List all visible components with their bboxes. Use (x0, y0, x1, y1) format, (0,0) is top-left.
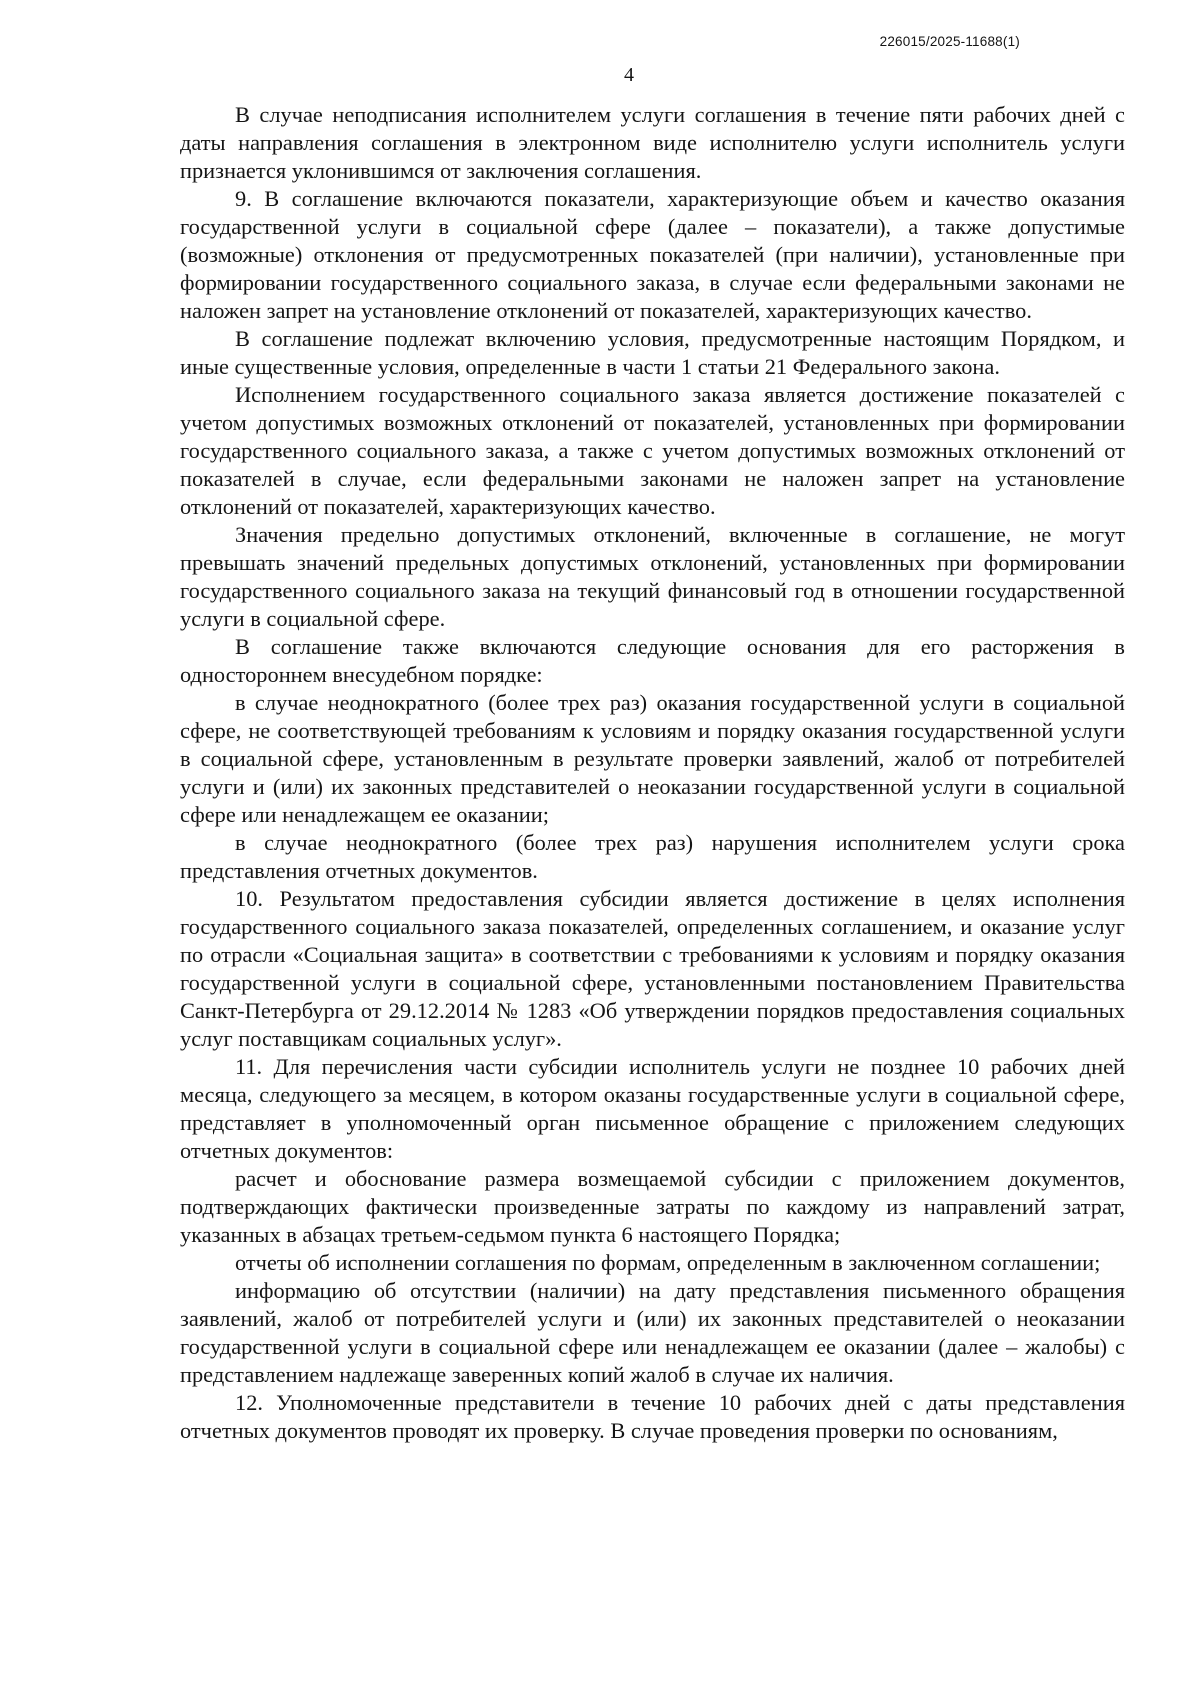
paragraph: отчеты об исполнении соглашения по формам, определенным в заключенном соглашении; (235, 1250, 1101, 1275)
page-number: 4 (624, 64, 634, 86)
paragraph-item-10: 10. Результатом предоставления субсидии является достижение в целях исполнения государственного социального заказа показателей, определенных соглашением, и оказание услуг по отрасли «Социальная защита» в соответствии с требованиями к условиям и порядку оказания государственной услуги в социальной сфере, установленными постановлением Правительства Санкт-Петербурга от 29.12.2014 № 1283 «Об утверждении порядков предоставления социальных услуг поставщикам социальных услуг». (180, 886, 1125, 1051)
paragraph: расчет и обоснование размера возмещаемой субсидии с приложением документов, подтверждающих фактически произведенные затраты по каждому из направлений затрат, указанных в абзацах третьем-седьмом пункта 6 настоящего Порядка; (180, 1166, 1125, 1247)
paragraph: информацию об отсутствии (наличии) на дату представления письменного обращения заявлений, жалоб от потребителей услуги и (или) их законных представителей о неоказании государственной услуги в социальной сфере или ненадлежащем ее оказании (далее – жалобы) с представлением надлежаще заверенных копий жалоб в случае их наличия. (180, 1278, 1125, 1387)
paragraph-item-11: 11. Для перечисления части субсидии исполнитель услуги не позднее 10 рабочих дней месяца, следующего за месяцем, в котором оказаны государственные услуги в социальной сфере, представляет в уполномоченный орган письменное обращение с приложением следующих отчетных документов: (180, 1054, 1125, 1163)
paragraph: в случае неоднократного (более трех раз) оказания государственной услуги в социальной сфере, не соответствующей требованиям к условиям и порядку оказания государственной услуги в социальной сфере, установленным в результате проверки заявлений, жалоб от потребителей услуги и (или) их законных представителей о неоказании государственной услуги в социальной сфере или ненадлежащем ее оказании; (180, 690, 1125, 827)
paragraph: В соглашение также включаются следующие основания для его расторжения в одностороннем внесудебном порядке: (180, 634, 1125, 687)
document-body (180, 101, 1125, 1445)
paragraph: в случае неоднократного (более трех раз) нарушения исполнителем услуги срока представления отчетных документов. (180, 830, 1125, 883)
paragraph: Значения предельно допустимых отклонений, включенные в соглашение, не могут превышать значений предельных допустимых отклонений, установленных при формировании государственного социального заказа на текущий финансовый год в отношении государственной услуги в социальной сфере. (180, 522, 1125, 631)
paragraph: В случае неподписания исполнителем услуги соглашения в течение пяти рабочих дней с даты направления соглашения в электронном виде исполнителю услуги исполнитель услуги признается уклонившимся от заключения соглашения. (180, 102, 1125, 183)
paragraph-item-12: 12. Уполномоченные представители в течение 10 рабочих дней с даты представления отчетных документов проводят их проверку. В случае проведения проверки по основаниям, (180, 1390, 1125, 1443)
paragraph: В соглашение подлежат включению условия, предусмотренные настоящим Порядком, и иные существенные условия, определенные в части 1 статьи 21 Федерального закона. (180, 326, 1125, 379)
paragraph: Исполнением государственного социального заказа является достижение показателей с учетом допустимых возможных отклонений от показателей, установленных при формировании государственного социального заказа, а также с учетом допустимых возможных отклонений от показателей в случае, если федеральными законами не наложен запрет на установление отклонений от показателей, характеризующих качество. (180, 382, 1125, 519)
paragraph-item-9: 9. В соглашение включаются показатели, характеризующие объем и качество оказания государственной услуги в социальной сфере (далее – показатели), а также допустимые (возможные) отклонения от предусмотренных показателей (при наличии), установленные при формировании государственного социального заказа, в случае если федеральными законами не наложен запрет на установление отклонений от показателей, характеризующих качество. (180, 186, 1125, 323)
document-id: 226015/2025-11688(1) (879, 34, 1020, 49)
